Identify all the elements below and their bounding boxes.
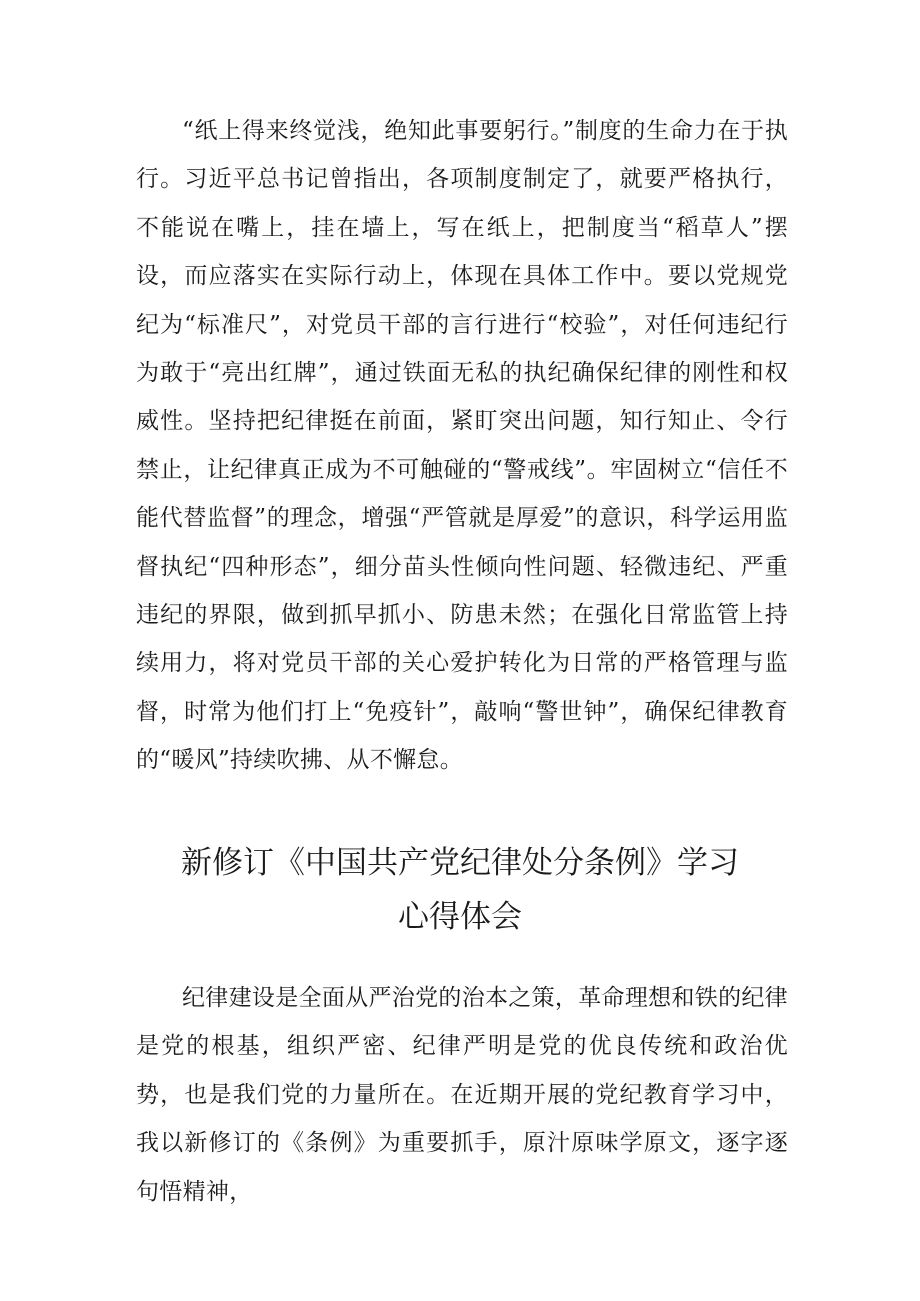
body-paragraph: “纸上得来终觉浅，绝知此事要躬行。”制度的生命力在于执行。习近平总书记曾指出，各项制度制定了，就要严格执行，不能说在嘴上，挂在墙上，写在纸上，把制度当“稻草人”摆设，而应落实在实际行动上，体现在具体工作中。要以党规党纪为“标准尺”，对党员干部的言行进行“校验”，对任何违纪行为敢于“亮出红牌”，通过铁面无私的执纪确保纪律的刚性和权威性。坚持把纪律挺在前面，紧盯突出问题，知行知止、令行禁止，让纪律真正成为不可触碰的“警戒线”。牢固树立“信任不能代替监督”的理念，增强“严管就是厚爱”的意识，科学运用监督执纪“四种形态”，细分苗头性倾向性问题、轻微违纪、严重违纪的界限，做到抓早抓小、防患未然；在强化日常监管上持续用力，将对党员干部的关心爱护转化为日常的严格管理与监督，时常为他们打上“免疫针”，敲响“警世钟”，确保纪律教育的“暖风”持续吹拂、从不懈怠。 [136, 118, 788, 774]
article-title-line-2: 心得体会 [398, 899, 522, 935]
article-title-line-1: 新修订《中国共产党纪律处分条例》学习 [181, 845, 739, 881]
article-title [100, 836, 820, 944]
body-paragraph: 纪律建设是全面从严治党的治本之策，革命理想和铁的纪律是党的根基，组织严密、纪律严明是党的优良传统和政治优势，也是我们党的力量所在。在近期开展的党纪教育学习中，我以新修订的《条例》为重要抓手，原汁原味学原文，逐字逐句悟精神， [136, 985, 788, 1205]
